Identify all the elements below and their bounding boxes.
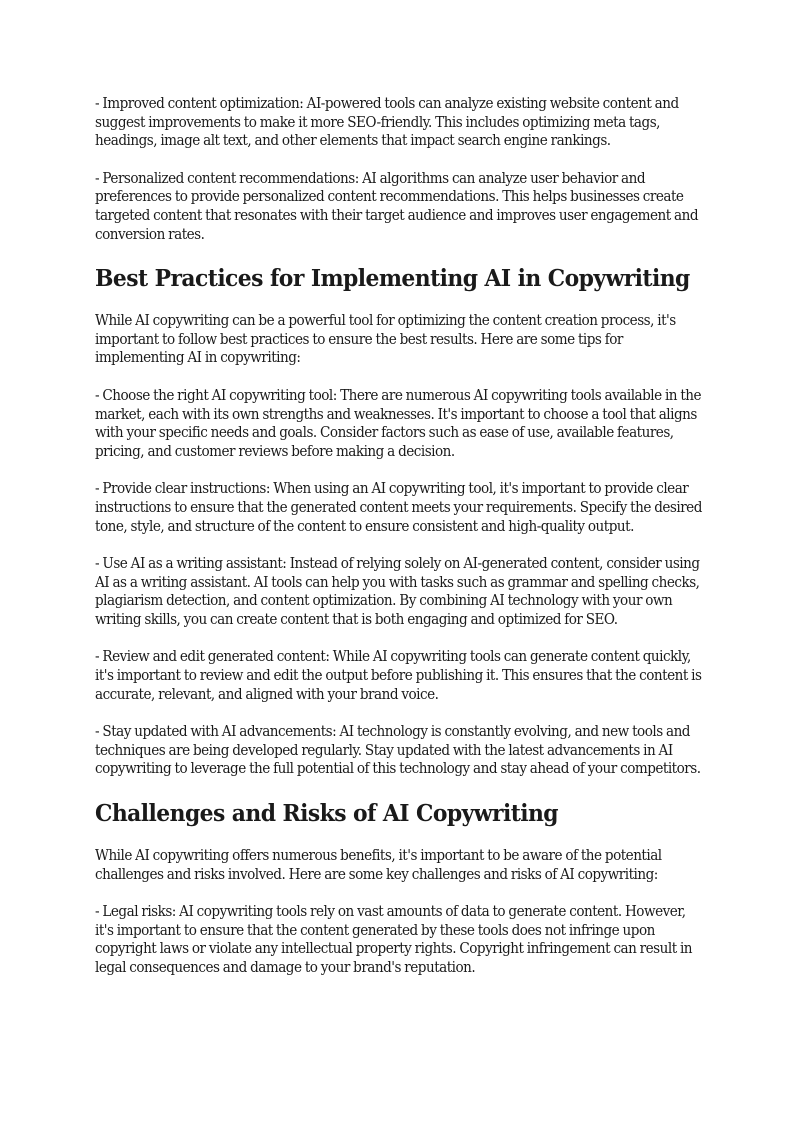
- document-page: [95, 95, 707, 997]
- paragraph-legal-risks: - Legal risks: AI copywriting tools rely on vast amounts of data to generate content. However, it's important to ensure that the content generated by these tools does not infringe upon copyright laws or violate any intellectual property rights. Copyright infringement can result in legal consequences and damage to your brand's reputation.: [95, 903, 693, 976]
- heading-best-practices: Best Practices for Implementing AI in Copywriting: [95, 264, 690, 293]
- paragraph-personalized-recommendations: - Personalized content recommendations: AI algorithms can analyze user behavior and preferences to provide personalized content recommendations. This helps businesses create targeted content that resonates with their target audience and improves user engagement and conversion rates.: [95, 169, 699, 243]
- paragraph-review-edit: - Review and edit generated content: While AI copywriting tools can generate content quickly, it's important to review and edit the output before publishing it. This ensures that the content is accurate, relevant, and aligned with your brand voice.: [95, 648, 702, 703]
- paragraph-stay-updated: - Stay updated with AI advancements: AI technology is constantly evolving, and new tools and techniques are being developed regularly. Stay updated with the latest advancements in AI copywriting to leverage the full potential of this technology and stay ahead of your competitors.: [95, 723, 701, 778]
- paragraph-clear-instructions: - Provide clear instructions: When using an AI copywriting tool, it's important to provide clear instructions to ensure that the generated content meets your requirements. Specify the desired tone, style, and structure of the content to ensure consistent and high-quality output.: [95, 480, 702, 535]
- paragraph-choose-tool: - Choose the right AI copywriting tool: There are numerous AI copywriting tools available in the market, each with its own strengths and weaknesses. It's important to choose a tool that aligns with your specific needs and goals. Consider factors such as ease of use, available features, pricing, and customer reviews before making a decision.: [95, 386, 702, 460]
- paragraph-content-optimization: - Improved content optimization: AI-powered tools can analyze existing website content and suggest improvements to make it more SEO-friendly. This includes optimizing meta tags, headings, image alt text, and other elements that impact search engine rankings.: [95, 95, 679, 150]
- heading-challenges-risks: Challenges and Risks of AI Copywriting: [95, 799, 559, 828]
- paragraph-writing-assistant: - Use AI as a writing assistant: Instead of relying solely on AI-generated content, consider using AI as a writing assistant. AI tools can help you with tasks such as grammar and spelling checks, plagiarism detection, and content optimization. By combining AI technology with your own writing skills, you can create content that is both engaging and optimized for SEO.: [95, 555, 700, 628]
- paragraph-challenges-intro: While AI copywriting offers numerous benefits, it's important to be aware of the potential challenges and risks involved. Here are some key challenges and risks of AI copywriting:: [95, 847, 662, 883]
- paragraph-best-practices-intro: While AI copywriting can be a powerful tool for optimizing the content creation process, it's important to follow best practices to ensure the best results. Here are some tips for implementing AI in copywriting:: [95, 312, 676, 367]
